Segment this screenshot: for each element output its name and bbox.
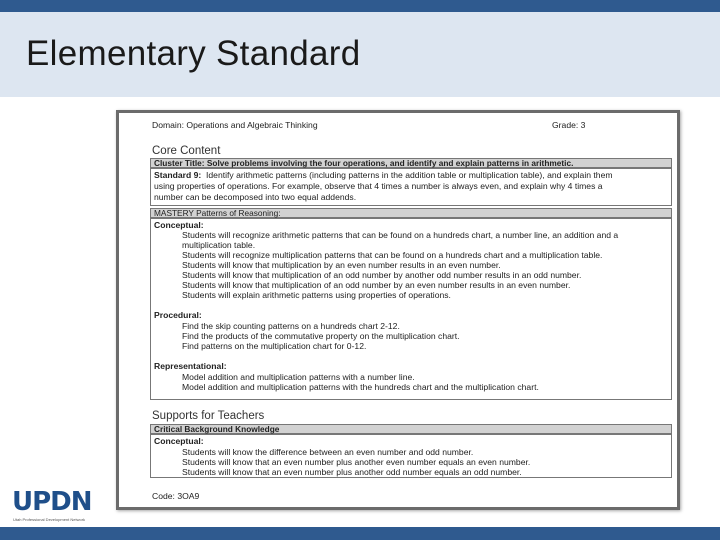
support-line: Students will know that an even number plus another even number equals an even number. — [182, 457, 531, 467]
procedural-label: Procedural: — [154, 310, 202, 320]
representational-label: Representational: — [154, 361, 227, 371]
conceptual-line: Students will know that multiplication of an odd number by an even number results in an even number. — [182, 280, 571, 290]
standard-line-2: using properties of operations. For example, observe that 4 times a number is always even, and explain why 4 times a — [154, 181, 603, 191]
domain-label: Domain: Operations and Algebraic Thinking — [152, 120, 318, 130]
procedural-line: Find the products of the commutative property on the multiplication chart. — [182, 331, 460, 341]
supports-heading: Supports for Teachers — [152, 410, 265, 422]
conceptual-label: Conceptual: — [154, 220, 204, 230]
procedural-line: Find patterns on the multiplication chart for 0-12. — [182, 341, 367, 351]
logo-subtitle: Utah Professional Development Network — [13, 517, 86, 522]
bottom-stripe — [0, 527, 720, 540]
representational-line: Model addition and multiplication patterns with a number line. — [182, 372, 415, 382]
standard-line-1: Identify arithmetic patterns (including patterns in the addition table or multiplication table), and explain them — [206, 170, 613, 180]
mastery-heading: MASTERY Patterns of Reasoning: — [154, 208, 281, 218]
background-bar — [150, 424, 672, 434]
conceptual-line: multiplication table. — [182, 240, 256, 250]
procedural-line: Find the skip counting patterns on a hundreds chart 2-12. — [182, 321, 400, 331]
cluster-title-bar — [150, 158, 672, 168]
conceptual-line: Students will recognize arithmetic patterns that can be found on a hundreds chart, a number line, an addition and a — [182, 230, 619, 240]
standard-document-image — [116, 110, 680, 510]
support-conceptual-label: Conceptual: — [154, 436, 204, 446]
logo-text: UPDN — [12, 487, 92, 517]
standard-box — [150, 168, 672, 206]
code-label: Code: 3OA9 — [152, 491, 200, 501]
conceptual-line: Students will explain arithmetic patterns using properties of operations. — [182, 290, 451, 300]
background-box — [150, 434, 672, 478]
slide-title: Elementary Standard — [26, 34, 361, 73]
core-content-heading: Core Content — [152, 145, 221, 157]
cluster-title: Cluster Title: Solve problems involving the four operations, and identify and explain patterns in arithmetic. — [154, 158, 574, 168]
grade-label: Grade: 3 — [552, 120, 586, 130]
top-stripe — [0, 0, 720, 12]
conceptual-line: Students will know that multiplication by an even number results in an even number. — [182, 260, 501, 270]
mastery-bar — [150, 208, 672, 218]
mastery-box — [150, 218, 672, 400]
support-line: Students will know the difference between an even number and odd number. — [182, 447, 474, 457]
standard-label: Standard 9: — [154, 170, 202, 180]
standard-line-3: number can be decomposed into two equal addends. — [154, 192, 357, 202]
updn-logo — [12, 487, 96, 523]
background-heading: Critical Background Knowledge — [154, 424, 280, 434]
conceptual-line: Students will know that multiplication of an odd number by another odd number results in an odd number. — [182, 270, 582, 280]
representational-line: Model addition and multiplication patterns with the hundreds chart and the multiplication chart. — [182, 382, 539, 392]
conceptual-line: Students will recognize multiplication patterns that can be found on a hundreds chart and a multiplication table. — [182, 250, 603, 260]
support-line: Students will know that an even number plus another odd number equals an odd number. — [182, 467, 522, 477]
